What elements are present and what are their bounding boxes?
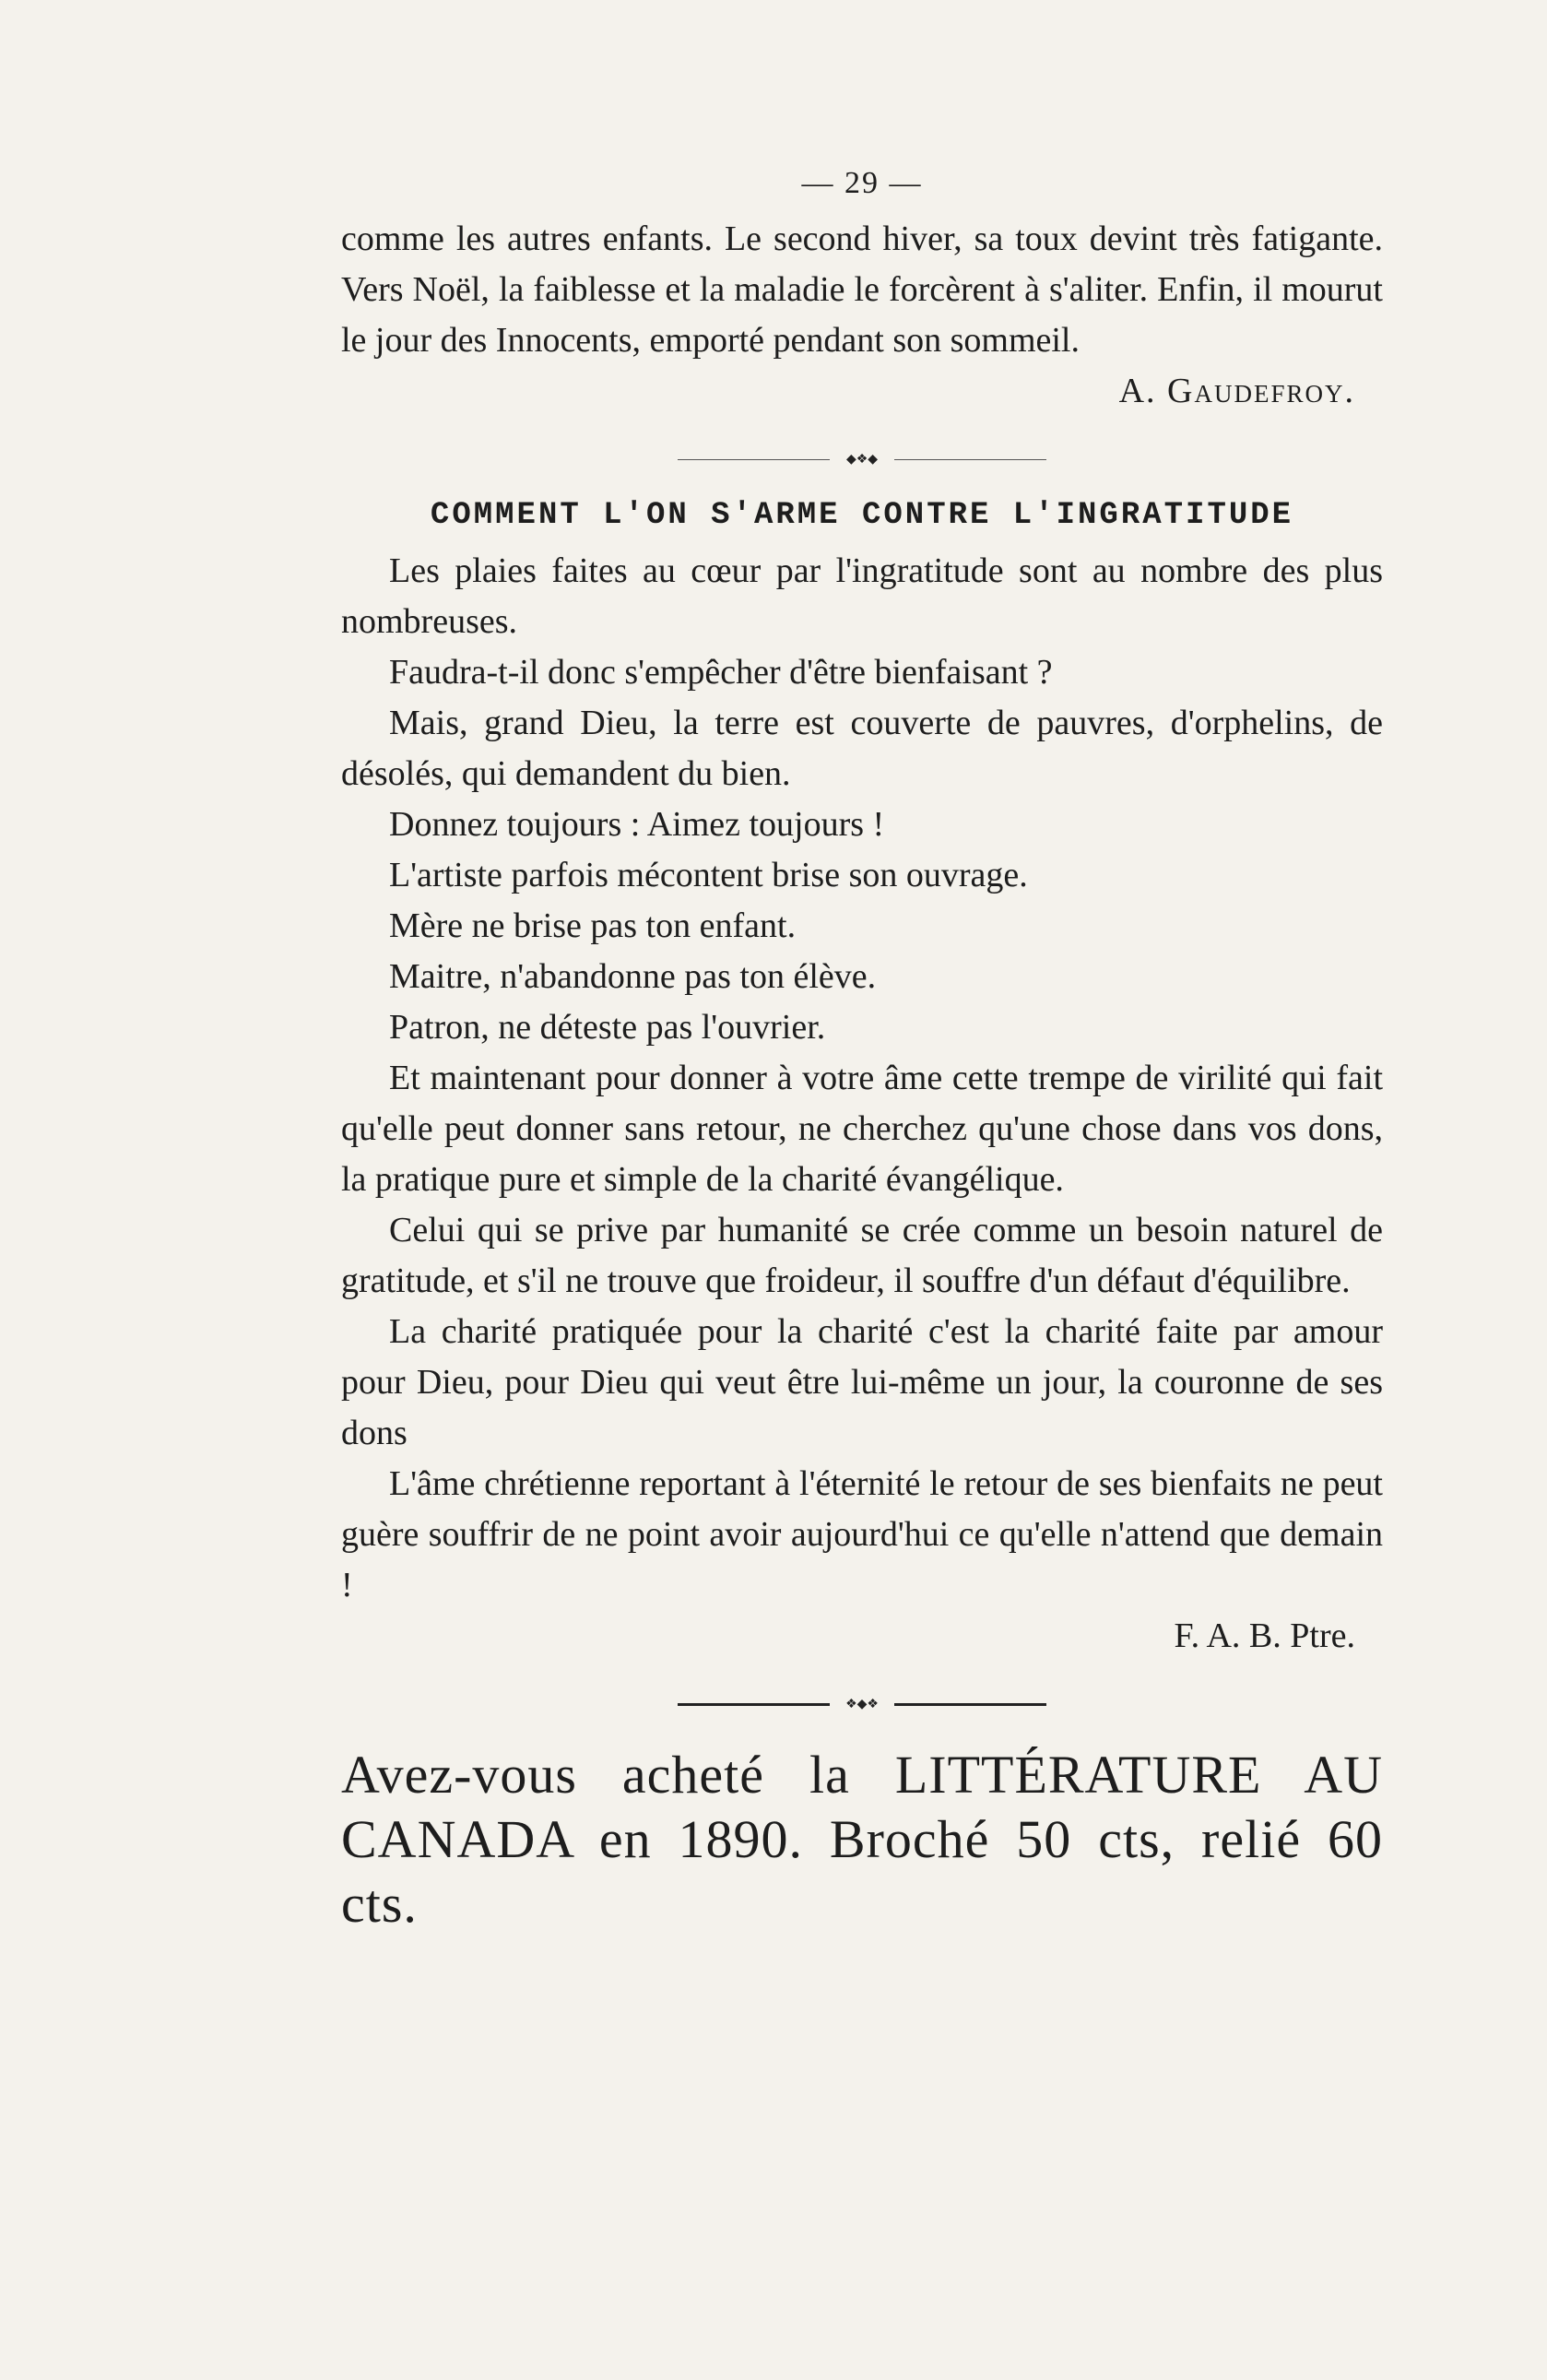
article-paragraph: L'artiste parfois mécontent brise son ouvrage. [389,856,1028,894]
page [341,166,1383,1936]
advertisement [341,1743,1383,1936]
article-paragraph: Mère ne brise pas ton enfant. [389,906,797,945]
section-divider [678,454,1046,467]
article-paragraph: Et maintenant pour donner à votre âme cette trempe de virilité qui fait qu'elle peut donner sans retour, ne cherchez qu'une chose dans vos dons, la pratique pure et simple de la charité évangélique. [341,1059,1383,1199]
ornament-icon: ❖◆❖ [830,1699,894,1711]
article-paragraph: Patron, ne déteste pas l'ouvrier. [389,1008,826,1047]
article-body [341,546,1383,1611]
advertisement-line-1: Avez-vous acheté la LITTÉRATURE AU [341,1745,1383,1805]
article-title: COMMENT L'ON S'ARME CONTRE L'INGRATITUDE [430,498,1294,533]
article-paragraph: Faudra-t-il donc s'empêcher d'être bienfaisant ? [389,653,1053,692]
prev-article-text: comme les autres enfants. Le second hiver, sa toux devint très fatigante. Vers Noël, la faiblesse et la maladie le forcèrent à s'aliter. Enfin, il mourut le jour des Innocents, emporté pendant son sommeil. [341,219,1383,360]
article-paragraph: L'âme chrétienne reportant à l'éternité le retour de ses bienfaits ne peut guère souffrir de ne point avoir aujourd'hui ce qu'elle n'attend que demain ! [341,1464,1383,1604]
article-paragraph: Les plaies faites au cœur par l'ingratitude sont au nombre des plus nombreuses. [341,551,1383,641]
article-paragraph: Mais, grand Dieu, la terre est couverte de pauvres, d'orphelins, de désolés, qui demandent du bien. [341,704,1383,793]
prev-article-signature: A. Gaudefroy. [1118,372,1355,410]
article-signature: F. A. B. Ptre. [1174,1616,1355,1655]
ornament-icon: ◆❖◆ [830,454,894,467]
article-paragraph: Maitre, n'abandonne pas ton élève. [389,957,877,996]
article-paragraph: Donnez toujours : Aimez toujours ! [389,805,885,844]
advertisement-line-2: CANADA en 1890. Broché 50 cts, relié 60 cts. [341,1809,1383,1934]
section-divider-bold [678,1699,1046,1711]
page-number: — 29 — [801,166,923,200]
article-paragraph: La charité pratiquée pour la charité c'est la charité faite par amour pour Dieu, pour Dieu qui veut être lui-même un jour, la couronne de ses dons [341,1312,1383,1452]
article-paragraph: Celui qui se prive par humanité se crée comme un besoin naturel de gratitude, et s'il ne trouve que froideur, il souffre d'un défaut d'équilibre. [341,1211,1383,1300]
